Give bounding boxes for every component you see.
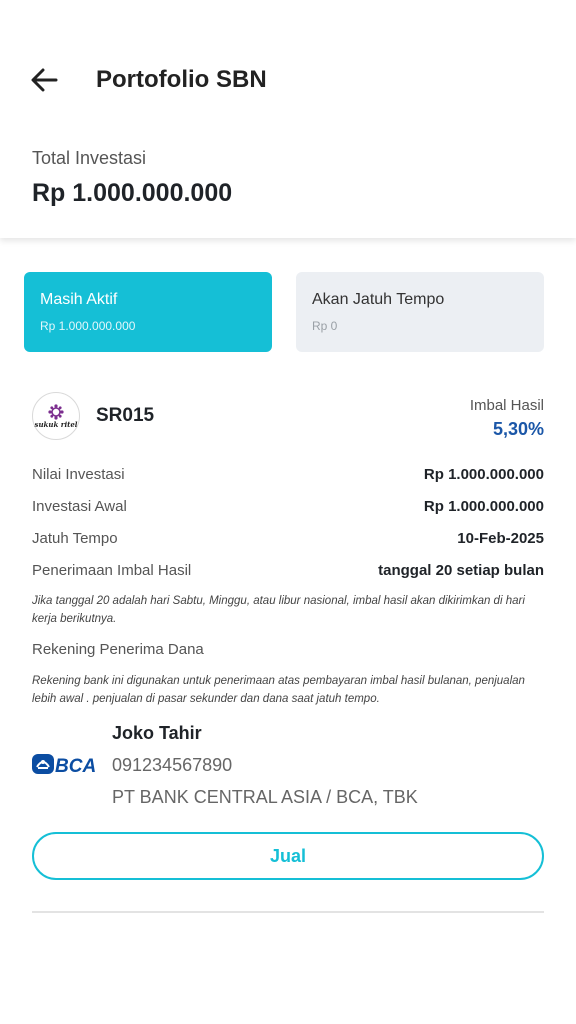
detail-value: 10-Feb-2025	[457, 530, 544, 547]
sell-button[interactable]: Jual	[32, 832, 544, 880]
arrow-left-icon	[30, 68, 58, 92]
detail-label: Penerimaan Imbal Hasil	[32, 562, 192, 579]
detail-row-maturity-date	[32, 527, 544, 551]
back-button[interactable]	[26, 62, 62, 98]
sukuk-ritel-logo	[32, 392, 80, 440]
product-code: SR015	[96, 405, 155, 426]
detail-value: Rp 1.000.000.000	[423, 466, 544, 483]
receiving-account-note: Rekening bank ini digunakan untuk penerimaan atas pembayaran imbal hasil bulanan, penjualan lebih awal . penjualan di pasar sekunder dan dana saat jatuh tempo.	[32, 675, 525, 705]
bca-logo	[32, 752, 98, 776]
tab-active-investments[interactable]	[24, 272, 272, 352]
tab-upcoming-maturity[interactable]	[296, 272, 544, 352]
yield-value: 5,30%	[492, 419, 544, 439]
detail-value: tanggal 20 setiap bulan	[378, 562, 544, 579]
detail-label: Jatuh Tempo	[32, 530, 118, 547]
header-panel	[0, 0, 576, 238]
tab-active-amount: Rp 1.000.000.000	[40, 319, 136, 333]
bca-logo-text: BCA	[55, 756, 97, 776]
divider	[32, 911, 544, 913]
tab-active-title: Masih Aktif	[40, 291, 118, 308]
sukuk-flower-icon	[48, 404, 64, 420]
page-title: Portofolio SBN	[96, 66, 267, 93]
total-investment-label: Total Investasi	[32, 148, 147, 168]
detail-label: Nilai Investasi	[32, 466, 125, 483]
total-investment-value: Rp 1.000.000.000	[32, 179, 233, 207]
receiving-account-label: Rekening Penerima Dana	[32, 641, 204, 658]
bca-logo-icon	[32, 752, 98, 776]
account-number: 091234567890	[112, 755, 233, 775]
account-holder-name: Joko Tahir	[112, 723, 202, 743]
detail-value: Rp 1.000.000.000	[423, 498, 544, 515]
logo-text: sukuk ritel	[34, 419, 78, 429]
payout-note: Jika tanggal 20 adalah hari Sabtu, Minggu, atau libur nasional, imbal hasil akan dikirimkan di hari kerja berikutnya.	[32, 595, 525, 625]
tab-upcoming-title: Akan Jatuh Tempo	[312, 291, 445, 308]
detail-label: Investasi Awal	[32, 498, 127, 515]
detail-row-investment-value	[32, 463, 544, 487]
bank-name: PT BANK CENTRAL ASIA / BCA, TBK	[112, 787, 418, 807]
detail-row-payout-date	[32, 559, 544, 583]
detail-row-initial-investment	[32, 495, 544, 519]
tab-upcoming-amount: Rp 0	[312, 319, 338, 333]
yield-label: Imbal Hasil	[469, 397, 544, 414]
